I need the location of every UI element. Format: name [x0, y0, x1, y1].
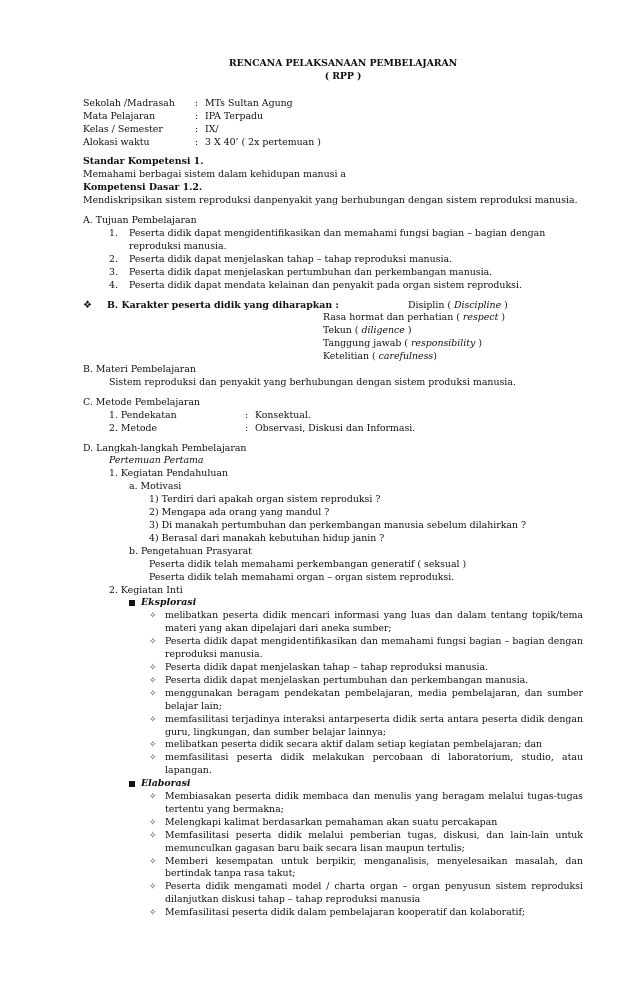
bullet-icon: ✧ — [149, 753, 157, 764]
list-item: ✧ menggunakan beragam pendekatan pembelajaran, media pembelajaran, dan sumber belajar lain; — [149, 687, 583, 712]
list-item: 4. Peserta didik dapat mendata kelainan dan penyakit pada organ sistem reproduksi. — [109, 279, 522, 291]
identity-row: Mata Pelajaran : IPA Terpadu — [83, 110, 264, 122]
eksplorasi-list — [83, 610, 583, 778]
bullet-icon: ✧ — [149, 662, 157, 673]
bullet-icon: ✧ — [149, 714, 157, 725]
list-item: 1) Terdiri dari apakah organ sistem reproduksi ? — [149, 494, 381, 506]
identity-block — [83, 98, 583, 150]
pertemuan-label: Pertemuan Pertama — [109, 455, 204, 467]
rpp-document — [83, 58, 583, 920]
list-item: ✧ memfasilitasi terjadinya interaksi antarpeserta didik serta antara peserta didik dengan guru, lingkungan, dan sumber belajar lainnya; — [149, 713, 583, 738]
langkah-heading: D. Langkah-langkah Pembelajaran — [83, 442, 247, 454]
document-title: RENCANA PELAKSANAAN PEMBELAJARAN — [228, 58, 458, 69]
metode-table — [83, 410, 583, 436]
bullet-icon: ✧ — [149, 856, 157, 867]
list-item: ✧ Peserta didik dapat menjelaskan pertumbuhan dan perkembangan manusia. — [149, 674, 529, 686]
karakter-label: B. Karakter peserta didik yang diharapkan : — [107, 299, 339, 311]
bullet-icon: ✧ — [149, 637, 157, 648]
list-item: 4) Berasal dari manakah kebutuhan hidup janin ? — [149, 532, 385, 544]
list-item: ✧ Memfasilitasi peserta didik dalam pembelajaran kooperatif dan kolaboratif; — [149, 907, 526, 919]
prasyarat-list — [83, 559, 583, 585]
diamond-bullet-icon: ❖ — [83, 299, 92, 311]
list-item: ✧ Peserta didik dapat mengidentifikasikan dan memahami fungsi bagian – bagian dengan reproduksi manusia. — [149, 636, 583, 661]
karakter-item: Rasa hormat dan perhatian ( respect ) — [323, 312, 505, 324]
sk-heading: Standar Kompetensi 1. — [83, 156, 204, 168]
motivasi-list — [83, 494, 583, 546]
bullet-icon: ✧ — [149, 792, 157, 803]
bullet-icon: ✧ — [149, 611, 157, 622]
square-bullet-icon — [129, 600, 135, 606]
kd-heading: Kompetensi Dasar 1.2. — [83, 182, 203, 194]
elaborasi-heading: Elaborasi — [83, 778, 583, 791]
materi-text: Sistem reproduksi dan penyakit yang berhubungan dengan sistem produksi manusia. — [109, 376, 516, 388]
kd-text: Mendiskripsikan sistem reproduksi danpenyakit yang berhubungan dengan sistem reproduksi manusia. — [83, 195, 578, 207]
list-item: ✧ Membiasakan peserta didik membaca dan menulis yang beragam melalui tugas-tugas tertentu yang bermakna; — [149, 791, 583, 815]
motivasi-heading: a. Motivasi — [129, 481, 182, 493]
list-item: 3. Peserta didik dapat menjelaskan pertumbuhan dan perkembangan manusia. — [109, 266, 493, 278]
list-item: ✧ Peserta didik dapat menjelaskan tahap – tahap reproduksi manusia. — [149, 661, 489, 673]
bullet-icon: ✧ — [149, 908, 157, 919]
identity-row: Sekolah /Madrasah : MTs Sultan Agung — [83, 97, 293, 109]
tujuan-heading: A. Tujuan Pembelajaran — [83, 215, 197, 227]
eksplorasi-heading: Eksplorasi — [83, 597, 583, 610]
list-item: Peserta didik telah memahami perkembangan generatif ( seksual ) — [149, 558, 467, 570]
inti-heading: 2. Kegiatan Inti — [109, 584, 183, 596]
identity-row: Kelas / Semester : IX/ — [83, 123, 219, 135]
identity-row: Alokasi waktu : 3 X 40’ ( 2x pertemuan ) — [83, 136, 321, 148]
square-bullet-icon — [129, 781, 135, 787]
list-item: 2. Peserta didik dapat menjelaskan tahap – tahap reproduksi manusia. — [109, 253, 453, 265]
karakter-list — [83, 312, 583, 364]
prasyarat-heading: b. Pengetahuan Prasyarat — [129, 545, 252, 557]
list-item: 3) Di manakah pertumbuhan dan perkembangan manusia sebelum dilahirkan ? — [149, 520, 527, 531]
list-item: ✧ Peserta didik mengamati model / charta organ – organ penyusun sistem reproduksi dilanjutkan diskusi tahap – tahap reproduksi manusia — [149, 881, 583, 906]
list-item: ✧ melibatkan peserta didik mencari informasi yang luas dan dalam tentang topik/tema materi yang akan dipelajari dari aneka sumber; — [149, 610, 583, 635]
list-item: ✧ melibatkan peserta didik secara aktif dalam setiap kegiatan pembelajaran; dan — [149, 739, 543, 751]
karakter-item: Tanggung jawab ( responsibility ) — [323, 338, 482, 350]
list-item: ✧ Memberi kesempatan untuk berpikir, menganalisis, menyelesaikan masalah, dan bertindak tanpa rasa takut; — [149, 855, 583, 880]
bullet-icon: ✧ — [149, 882, 157, 893]
metode-row: 2. Metode : Observasi, Diskusi dan Informasi. — [109, 422, 416, 434]
karakter-item: Disiplin ( Discipline ) — [408, 299, 508, 311]
bullet-icon: ✧ — [149, 740, 157, 751]
materi-heading: B. Materi Pembelajaran — [83, 364, 196, 376]
sk-text: Memahami berbagai sistem dalam kehidupan manusi a — [83, 169, 347, 181]
list-item: ✧ memfasilitasi peserta didik melakukan percobaan di laboratorium, studio, atau lapangan. — [149, 752, 583, 777]
list-item: 2) Mengapa ada orang yang mandul ? — [149, 507, 330, 519]
bullet-icon: ✧ — [149, 817, 157, 828]
karakter-block — [83, 300, 583, 313]
list-item: Peserta didik telah memahami organ – organ sistem reproduksi. — [149, 571, 455, 583]
bullet-icon: ✧ — [149, 675, 157, 686]
pendahuluan-heading: 1. Kegiatan Pendahuluan — [109, 468, 228, 480]
document-subtitle: ( RPP ) — [324, 70, 362, 82]
bullet-icon: ✧ — [149, 688, 157, 699]
list-item: ✧ Memfasilitasi peserta didik melalui pemberian tugas, diskusi, dan lain-lain untuk memunculkan gagasan baru baik secara lisan maupun tertulis; — [149, 829, 583, 854]
tujuan-list — [83, 228, 583, 293]
metode-row: 1. Pendekatan : Konsektual. — [109, 409, 311, 421]
list-item: 1. Peserta didik dapat mengidentifikasikan dan memahami fungsi bagian – bagian dengan reproduksi manusia. — [109, 227, 546, 252]
bullet-icon: ✧ — [149, 830, 157, 841]
karakter-item: Tekun ( diligence ) — [323, 325, 412, 337]
karakter-item: Ketelitian ( carefulness) — [323, 351, 437, 363]
metode-heading: C. Metode Pembelajaran — [83, 396, 200, 408]
list-item: ✧ Melengkapi kalimat berdasarkan pemahaman akan suatu percakapan — [149, 816, 498, 828]
elaborasi-list — [83, 791, 583, 920]
